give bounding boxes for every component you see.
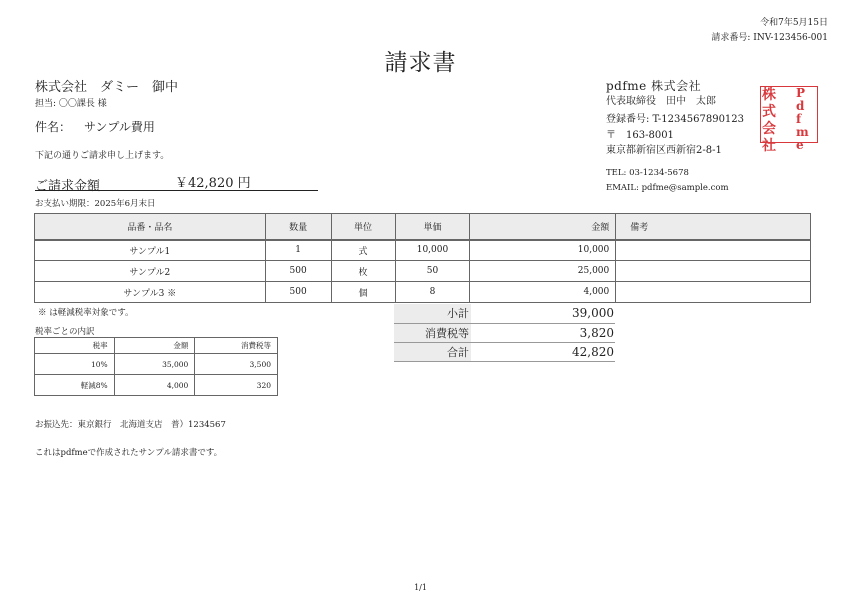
seal-char: 株	[762, 87, 776, 103]
table-row	[35, 354, 278, 375]
consumption-tax: 3,500	[195, 354, 278, 375]
header-quantity: 数量	[265, 214, 331, 240]
tax-value: 3,820	[471, 323, 615, 342]
header-item-name: 品番・品名	[35, 214, 266, 240]
tax-rate: 軽減8%	[35, 375, 115, 396]
company-name: pdfme 株式会社	[606, 79, 702, 93]
header-tax-amount: 金額	[114, 338, 195, 354]
item-remarks	[616, 282, 811, 303]
seal-char: P	[796, 86, 806, 100]
item-remarks	[616, 261, 811, 282]
item-quantity: 1	[265, 240, 331, 261]
seal-char: d	[796, 99, 805, 113]
summary-table	[394, 304, 615, 362]
bank-info: お振込先：東京銀行 北海道支店 普）1234567	[35, 420, 226, 430]
company-representative: 代表取締役 田中 太郎	[606, 96, 716, 107]
item-amount: 10,000	[470, 240, 616, 261]
item-unit-price: 50	[395, 261, 470, 282]
seal-char: f	[796, 112, 802, 126]
tax-row	[394, 323, 615, 342]
item-quantity: 500	[265, 282, 331, 303]
subtotal-row	[394, 304, 615, 323]
seal-char: e	[796, 138, 804, 152]
consumption-tax: 320	[195, 375, 278, 396]
table-row	[35, 240, 811, 261]
seal-char: 式	[762, 104, 776, 120]
header-unit-price: 単価	[395, 214, 470, 240]
header-amount: 金額	[470, 214, 616, 240]
table-row	[35, 375, 278, 396]
company-zip: 〒 163-8001	[606, 130, 674, 141]
seal-kanji	[762, 87, 776, 155]
tax-amount: 4,000	[114, 375, 195, 396]
tax-breakdown-header-row	[35, 338, 278, 354]
subtotal-value: 39,000	[471, 304, 615, 323]
amount-value: ￥42,820 円	[175, 176, 251, 191]
item-amount: 25,000	[470, 261, 616, 282]
item-remarks	[616, 240, 811, 261]
seal-char: 社	[762, 138, 776, 154]
issue-date: 令和7年5月15日	[760, 18, 828, 28]
invoice-number: 請求番号: INV-123456-001	[711, 33, 828, 43]
company-address: 東京都新宿区西新宿2-8-1	[606, 145, 722, 156]
items-header-row	[35, 214, 811, 240]
customer-person: 担当: 〇〇課長 様	[35, 99, 107, 109]
seal-char: m	[796, 125, 809, 139]
tax-rate: 10%	[35, 354, 115, 375]
header-tax-rate: 税率	[35, 338, 115, 354]
amount-underline	[35, 190, 318, 191]
header-consumption-tax: 消費税等	[195, 338, 278, 354]
total-row	[394, 342, 615, 361]
amount-label: ご請求金額	[35, 179, 101, 194]
header-remarks: 備考	[616, 214, 811, 240]
item-name: サンプル1	[35, 240, 266, 261]
items-table	[34, 213, 811, 303]
item-unit: 枚	[331, 261, 395, 282]
document-title: 請求書	[384, 50, 457, 76]
remark-text: これはpdfmeで作成されたサンプル請求書です。	[35, 448, 223, 458]
subtotal-label: 小計	[394, 304, 471, 323]
total-value: 42,820	[471, 342, 615, 361]
tax-amount: 35,000	[114, 354, 195, 375]
tax-breakdown-title: 税率ごとの内訳	[35, 327, 95, 337]
page-indicator: 1/1	[414, 583, 427, 592]
company-registration: 登録番号: T-1234567890123	[606, 114, 745, 125]
header-unit: 単位	[331, 214, 395, 240]
reduced-tax-note: ※ は軽減税率対象です。	[38, 308, 134, 318]
item-name: サンプル2	[35, 261, 266, 282]
company-seal-stamp	[760, 86, 818, 154]
item-unit-price: 10,000	[395, 240, 470, 261]
item-amount: 4,000	[470, 282, 616, 303]
seal-char: 会	[762, 121, 776, 137]
tax-breakdown-table	[34, 337, 278, 396]
seal-latin	[796, 87, 809, 152]
item-name: サンプル3 ※	[35, 282, 266, 303]
item-quantity: 500	[265, 261, 331, 282]
lead-text: 下記の通りご請求申し上げます。	[35, 151, 170, 161]
table-row	[35, 282, 811, 303]
customer-name: 株式会社 ダミー 御中	[35, 80, 179, 95]
total-label: 合計	[394, 342, 471, 361]
item-unit-price: 8	[395, 282, 470, 303]
item-unit: 個	[331, 282, 395, 303]
subject-label: 件名：	[35, 120, 72, 134]
item-unit: 式	[331, 240, 395, 261]
payment-deadline: お支払い期限：2025年6月末日	[35, 199, 156, 209]
subject-value: サンプル費用	[84, 120, 155, 134]
company-email: EMAIL: pdfme@sample.com	[606, 183, 729, 193]
tax-label: 消費税等	[394, 323, 471, 342]
company-tel: TEL: 03-1234-5678	[606, 168, 689, 178]
table-row	[35, 261, 811, 282]
